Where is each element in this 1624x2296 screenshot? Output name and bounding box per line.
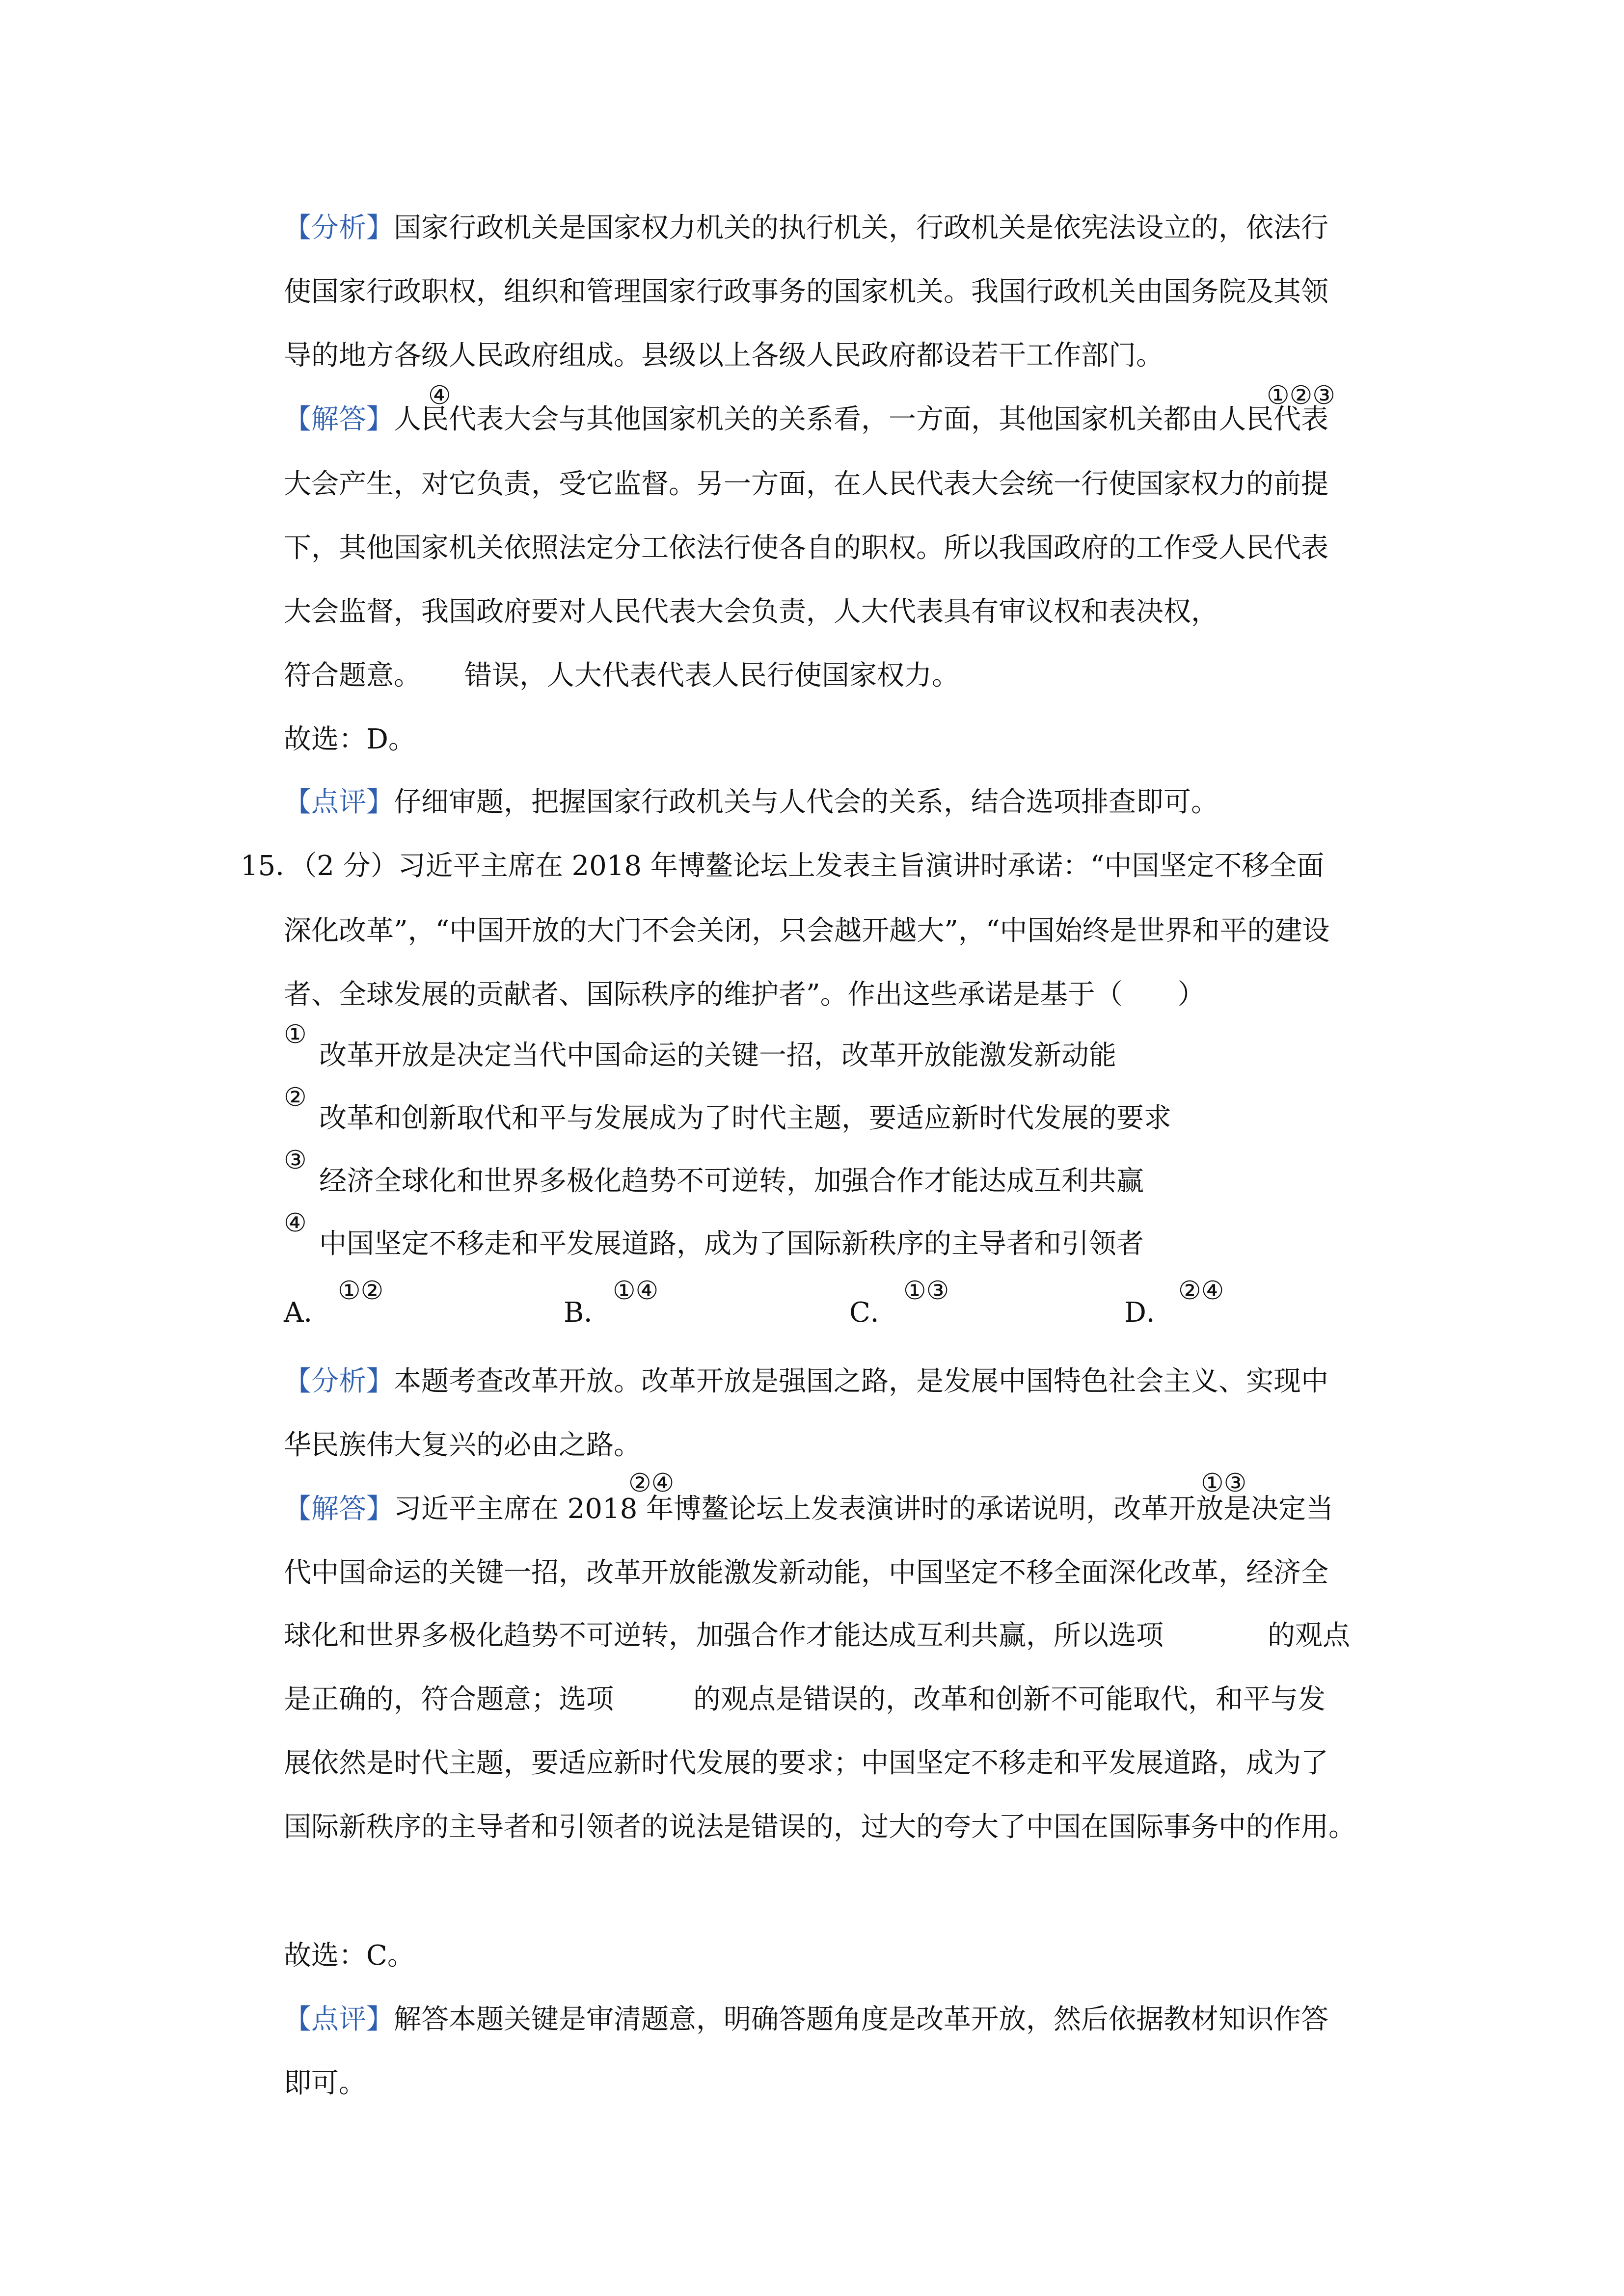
statement-1: 改革开放是决定当代中国命运的关键一招，改革开放能激发新动能 [319, 1040, 1116, 1071]
comment-tag: 【点评】 [284, 786, 394, 818]
q15-analysis-line-1: 【分析】本题考查改革开放。改革开放是强国之路，是发展中国特色社会主义、实现中 [284, 1365, 1328, 1397]
q14-answer-mark-wrong: ④ [428, 381, 451, 410]
statement-mark-2: ② [284, 1083, 307, 1112]
q15-stem-line-2: 深化改革”，“中国开放的大门不会关闭，只会越开越大”，“中国始终是世界和平的建设 [284, 915, 1330, 947]
q14-analysis-line-3: 导的地方各级人民政府组成。县级以上各级人民政府都设若干工作部门。 [284, 340, 1164, 372]
q14-analysis-line-2: 使国家行政职权，组织和管理国家行政事务的国家机关。我国行政机关由国务院及其领 [284, 276, 1328, 308]
q14-answer-line-2: 大会产生，对它负责，受它监督。另一方面，在人民代表大会统一行使国家权力的前提 [284, 468, 1328, 500]
q14-analysis-line-1: 【分析】国家行政机关是国家权力机关的执行机关，行政机关是依宪法设立的，依法行 [284, 212, 1328, 244]
option-b-marks: ①④ [613, 1276, 659, 1306]
q15-answer-line-3b: 的观点 [1268, 1620, 1350, 1652]
statement-2: 改革和创新取代和平与发展成为了时代主题，要适应新时代发展的要求 [319, 1102, 1171, 1134]
q14-answer-line-1: 【解答】人民代表大会与其他国家机关的关系看，一方面，其他国家机关都由人民代表 [284, 403, 1328, 435]
q15-answer-line-4b: 的观点是错误的，改革和创新不可能取代，和平与发 [693, 1683, 1326, 1715]
answer-tag: 【解答】 [284, 403, 394, 435]
q15-answer-line-3a: 球化和世界多极化趋势不可逆转，加强合作才能达成互利共赢，所以选项 [284, 1620, 1164, 1652]
comment-tag: 【点评】 [284, 2003, 394, 2035]
q15-choice: 故选：C。 [284, 1940, 415, 1972]
statement-4: 中国坚定不移走和平发展道路，成为了国际新秩序的主导者和引领者 [319, 1228, 1144, 1260]
option-a-letter[interactable]: A． [284, 1297, 331, 1329]
q15-stem-line-3: 者、全球发展的贡献者、国际秩序的维护者”。作出这些承诺是基于（ ） [284, 979, 1205, 1011]
statement-mark-4: ④ [284, 1208, 307, 1238]
q15-analysis-line-2: 华民族伟大复兴的必由之路。 [284, 1429, 641, 1461]
q14-answer-line-3: 下，其他国家机关依照法定分工依法行使各自的职权。所以我国政府的工作受人民代表 [284, 532, 1328, 564]
analysis-tag: 【分析】 [284, 1365, 394, 1397]
q15-answer-line-2: 代中国命运的关键一招，改革开放能激发新动能，中国坚定不移全面深化改革，经济全 [284, 1557, 1328, 1589]
q14-answer-line-4: 大会监督，我国政府要对人民代表大会负责，人大代表具有审议权和表决权， [284, 596, 1218, 628]
option-c-marks: ①③ [903, 1276, 949, 1306]
q14-answer-line-5a: 符合题意。 [284, 660, 421, 692]
q15-answer-line-4a: 是正确的，符合题意；选项 [284, 1683, 614, 1715]
q14-answer-mark-right: ①②③ [1267, 381, 1335, 410]
analysis-tag: 【分析】 [284, 212, 394, 244]
statement-3: 经济全球化和世界多极化趋势不可逆转，加强合作才能达成互利共赢 [319, 1165, 1144, 1197]
answer-tag: 【解答】 [284, 1493, 394, 1525]
q15-answer-line-6: 国际新秩序的主导者和引领者的说法是错误的，过大的夸大了中国在国际事务中的作用。 [284, 1811, 1356, 1843]
option-a-marks: ①② [338, 1276, 384, 1306]
q15-answer-line-5: 展依然是时代主题，要适应新时代发展的要求；中国坚定不移走和平发展道路，成为了 [284, 1747, 1328, 1779]
q15-answer-line-1: 【解答】习近平主席在 2018 年博鳌论坛上发表演讲时的承诺说明，改革开放是决定当 [284, 1493, 1334, 1525]
q15-comment-line-2: 即可。 [284, 2067, 366, 2099]
option-c-letter[interactable]: C． [849, 1297, 898, 1329]
statement-mark-3: ③ [284, 1146, 307, 1175]
option-d-marks: ②④ [1178, 1276, 1224, 1306]
q15-answer-mark-right: ①③ [1201, 1468, 1247, 1498]
q14-answer-line-5b: 错误，人大代表代表人民行使国家权力。 [464, 660, 959, 692]
q15-stem-line-1: 15．（2 分）习近平主席在 2018 年博鳌论坛上发表主旨演讲时承诺：“中国坚定不移全面 [241, 850, 1325, 882]
q14-choice: 故选：D。 [284, 723, 416, 755]
q14-comment: 【点评】仔细审题，把握国家行政机关与人代会的关系，结合选项排查即可。 [284, 786, 1218, 818]
q15-answer-mark-wrong: ②④ [628, 1468, 675, 1498]
q15-comment-line-1: 【点评】解答本题关键是审清题意，明确答题角度是改革开放，然后依据教材知识作答 [284, 2003, 1328, 2035]
option-b-letter[interactable]: B． [564, 1297, 612, 1329]
statement-mark-1: ① [284, 1020, 307, 1049]
option-d-letter[interactable]: D． [1124, 1297, 1174, 1329]
